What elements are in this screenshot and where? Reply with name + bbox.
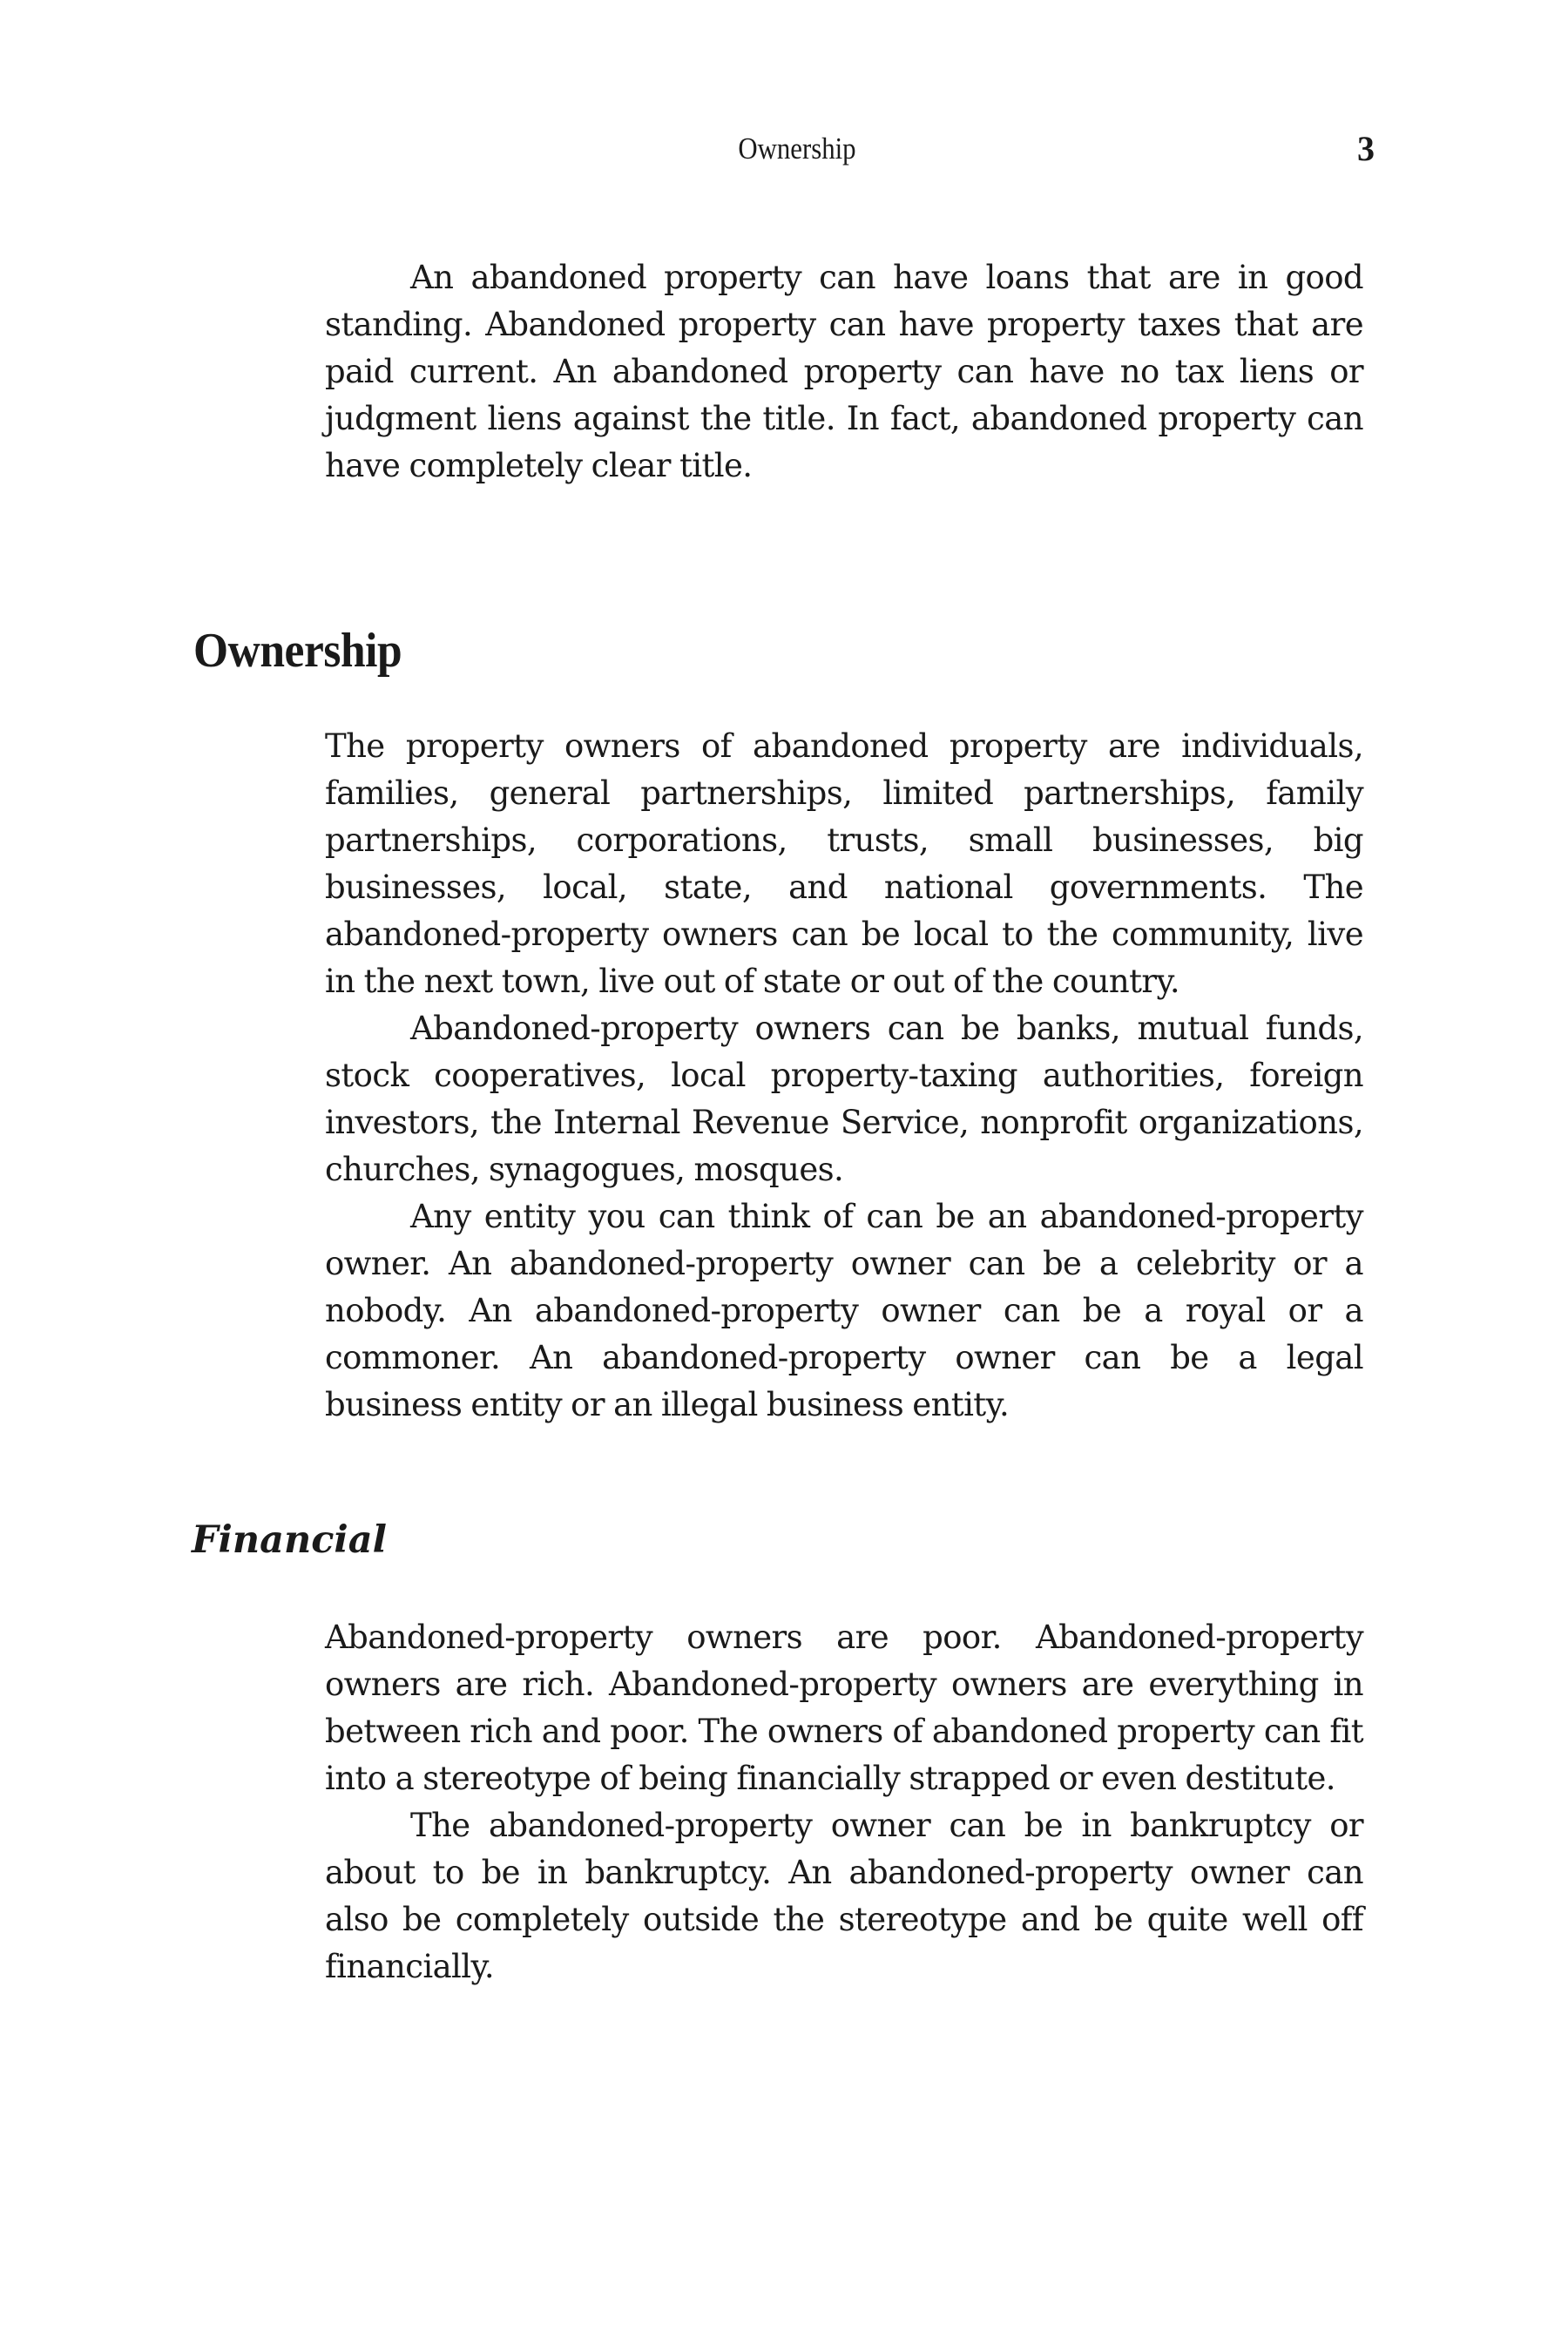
intro-paragraph-1: An abandoned property can have loans that are in good standing. Abandoned property can have property taxes that are paid current. An abandoned property can have no tax liens or judgment liens against the title. In fact, abandoned property can have completely clear title. xyxy=(325,259,1363,484)
intro-section xyxy=(325,254,1363,490)
running-head xyxy=(0,127,1568,171)
subsection-heading-financial: Financial xyxy=(192,1518,387,1562)
ownership-paragraph-2: Abandoned-property owners can be banks, mutual funds, stock cooperatives, local property-taxing authorities, foreign investors, the Internal Revenue Service, nonprofit organizations, churches, synagogues, mosques. xyxy=(325,1010,1363,1188)
section-heading-ownership: Ownership xyxy=(193,624,402,678)
ownership-paragraph-1: The property owners of abandoned property are individuals, families, general partnerships, limited partnerships, family partnerships, corporations, trusts, small businesses, big businesses, local, state, and national governments. The abandoned-property owners can be local to the community, live in the next town, live out of state or out of the country. xyxy=(325,727,1363,1000)
running-head-title: Ownership xyxy=(738,132,856,166)
financial-paragraph-2: The abandoned-property owner can be in bankruptcy or about to be in bankruptcy. An abandoned-property owner can also be completely outside the stereotype and be quite well off financially. xyxy=(325,1807,1363,1985)
page-number: 3 xyxy=(1357,129,1375,168)
ownership-paragraph-3: Any entity you can think of can be an abandoned-property owner. An abandoned-property owner can be a celebrity or a nobody. An abandoned-property owner can be a royal or a commoner. An abandoned-property owner can be a legal business entity or an illegal business entity. xyxy=(325,1198,1363,1423)
financial-paragraph-1: Abandoned-property owners are poor. Abandoned-property owners are rich. Abandoned-property owners are everything in between rich and poor. The owners of abandoned property can fit into a stereotype of being financially strapped or even destitute. xyxy=(325,1619,1363,1797)
ownership-section xyxy=(325,723,1363,1429)
financial-section xyxy=(325,1614,1363,1990)
